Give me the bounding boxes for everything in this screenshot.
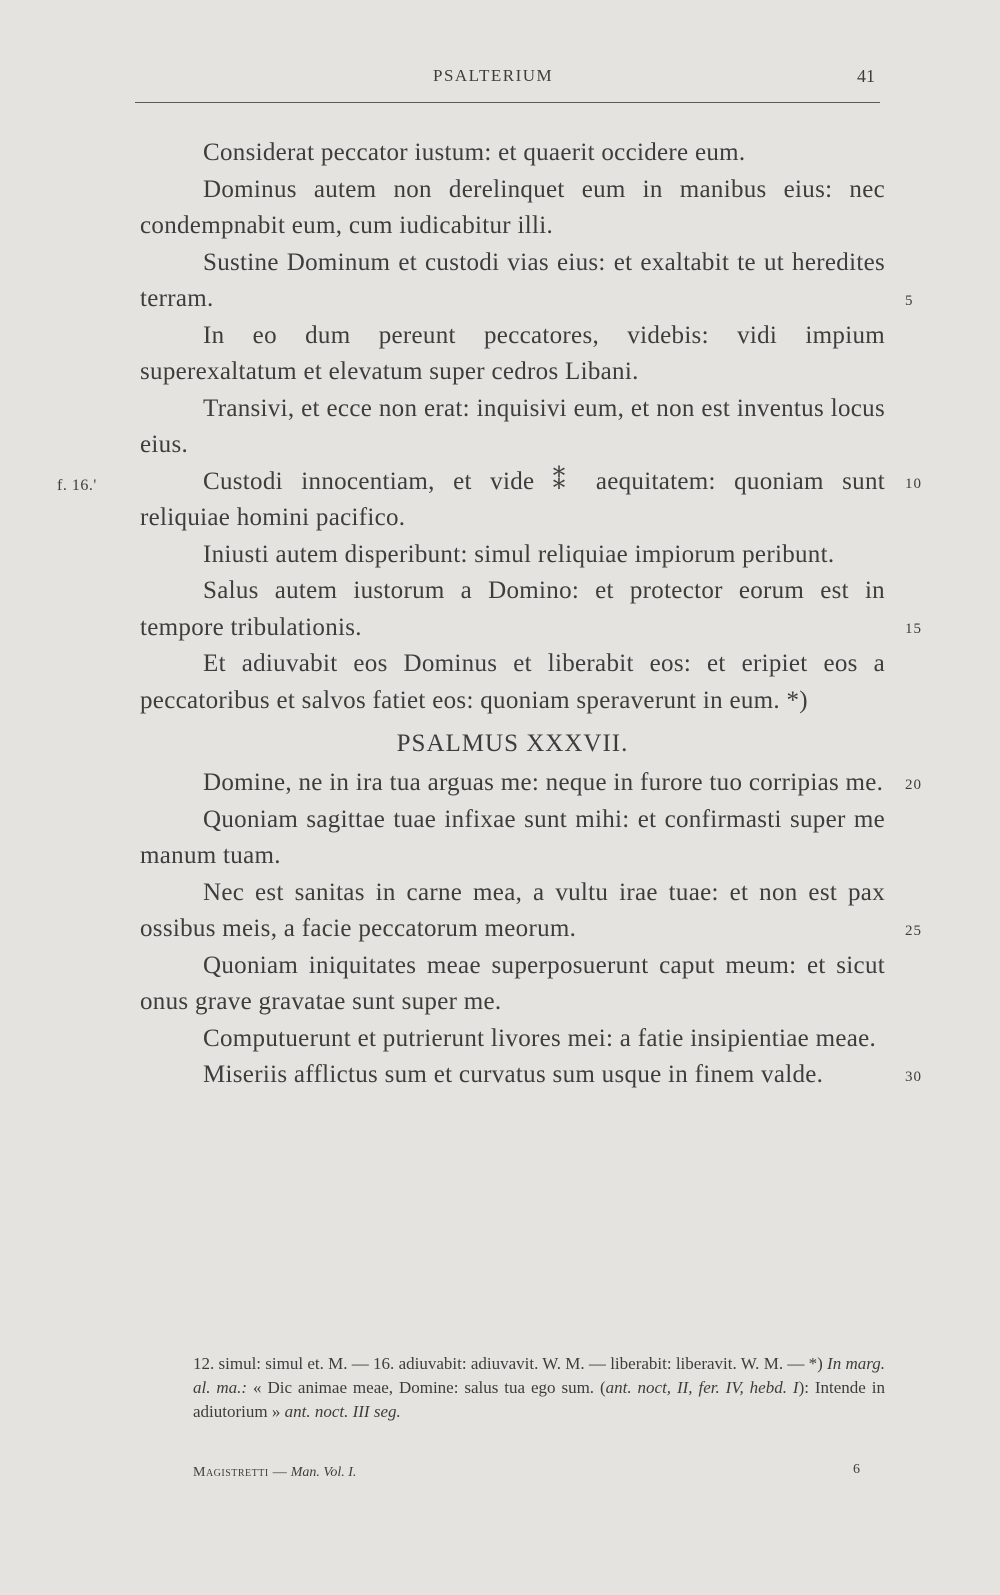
psalm-heading: PSALMUS XXXVII.	[396, 730, 629, 757]
line-number: 20	[905, 777, 922, 793]
footnotes	[193, 1352, 885, 1424]
verse: Salus autem iustorum a Domino: et protector eorum est in tempore tribulationis. 15	[140, 577, 922, 641]
verse: In eo dum pereunt peccatores, videbis: vidi impium superexaltatum et elevatum super cedros Libani.	[140, 321, 885, 385]
verse: Dominus autem non derelinquet eum in manibus eius: nec condempnabit eum, cum iudicabitur illi.	[140, 175, 885, 239]
main-text	[57, 135, 922, 1094]
verse: Considerat peccator iustum: et quaerit occidere eum.	[203, 139, 746, 166]
verse: Et adiuvabit eos Dominus et liberabit eos: et eripiet eos a peccatoribus et salvos fatiet eos: quoniam speraverunt in eum. *)	[140, 650, 885, 714]
verse: Iniusti autem disperibunt: simul reliquiae impiorum peribunt.	[203, 540, 835, 568]
line-number: 15	[905, 621, 922, 637]
signature-mark: 6	[853, 1462, 860, 1477]
line-number: 10	[905, 475, 922, 492]
page-number: 41	[857, 66, 875, 86]
verse: Computuerunt et putrierunt livores mei: a fatie insipientiae meae.	[203, 1024, 877, 1052]
margin-folio-note: f. 16.'	[57, 476, 97, 494]
verse: Nec est sanitas in carne mea, a vultu irae tuae: et non est pax ossibus meis, a facie peccatorum meorum. 25	[140, 878, 922, 942]
page-footer	[193, 1462, 885, 1487]
header-rule	[135, 102, 880, 103]
line-number: 25	[905, 922, 922, 939]
footer-author: Magistretti —	[193, 1465, 288, 1480]
verse: Quoniam sagittae tuae infixae sunt mihi: et confirmasti super me manum tuam.	[140, 805, 885, 869]
verse: f. 16.' Custodi innocentiam, et vide ⁑ aequitatem: quoniam sunt reliquiae homini pacifico. 10	[57, 467, 922, 531]
verse: Quoniam iniquitates meae superposuerunt caput meum: et sicut onus grave gravatae sunt super me.	[140, 951, 885, 1015]
footnote-text: 12. simul: simul et. M. — 16. adiuvabit: adiuvavit. W. M. — liberabit: liberavit. W. M. — *) In marg. al. ma.: « Dic animae meae, Domine: salus tua ego sum. (ant. noct, II, fer. IV, hebd. I): Intende in adiutorium » ant. noct. III seg.	[193, 1354, 885, 1421]
line-number: 30	[905, 1069, 922, 1085]
running-head	[0, 62, 1000, 92]
running-title: PSALTERIUM	[433, 66, 554, 85]
verse: Sustine Dominum et custodi vias eius: et exaltabit te ut heredites terram. 5	[140, 248, 914, 312]
verse: Miseriis afflictus sum et curvatus sum usque in finem valde. 30	[203, 1061, 922, 1088]
verse: Domine, ne in ira tua arguas me: neque in furore tuo corripias me. 20	[203, 769, 922, 796]
footer-volume: Man. Vol. I.	[290, 1465, 357, 1480]
line-number: 5	[905, 292, 914, 309]
verse: Transivi, et ecce non erat: inquisivi eum, et non est inventus locus eius.	[140, 394, 885, 458]
